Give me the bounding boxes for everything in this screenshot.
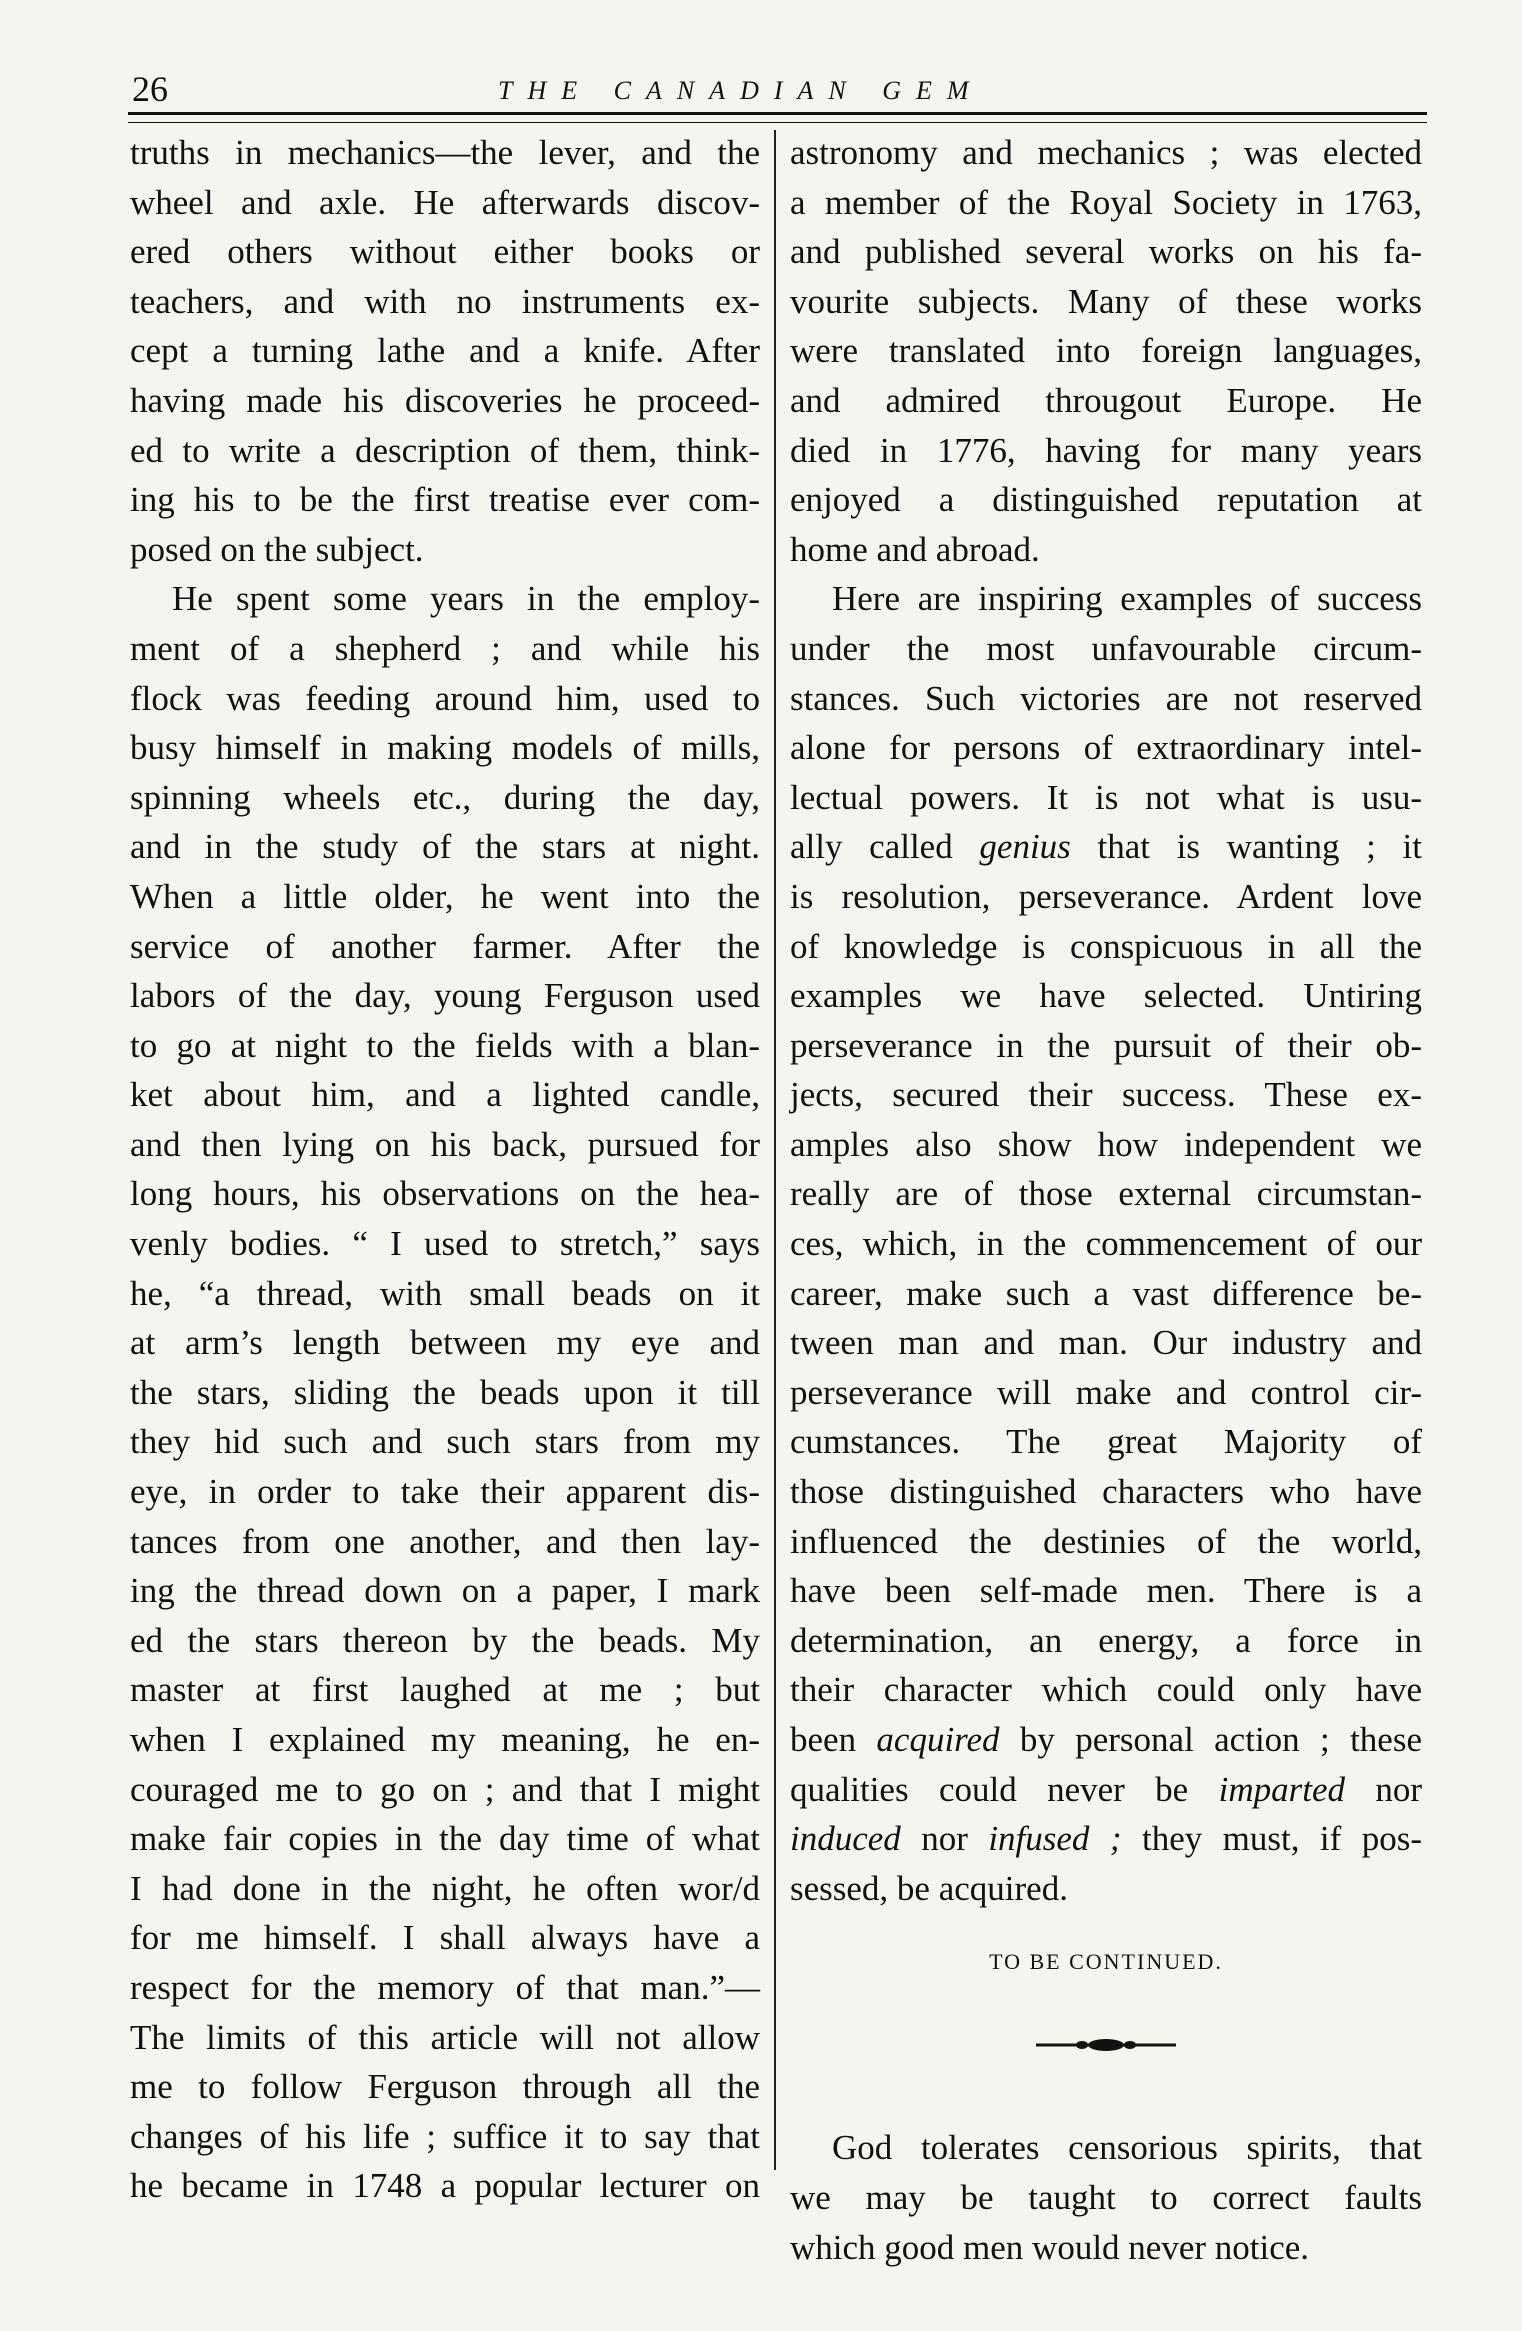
column-divider (774, 130, 776, 2170)
text-line: flock was feeding around him, used to (130, 678, 760, 718)
paragraph-ferguson-discoveries (130, 128, 760, 574)
text-line: service of another farmer. After the (130, 926, 760, 966)
text-fragment: nor (1344, 1769, 1423, 1809)
text-line: sessed, be acquired. (790, 1868, 1068, 1908)
text-line: me to follow Ferguson through all the (130, 2067, 760, 2107)
text-line: alone for persons of extraordinary intel- (790, 728, 1422, 768)
header-rule-thick (128, 112, 1427, 115)
text-line: tween man and man. Our industry and (790, 1323, 1422, 1363)
text-fragment: ally called (790, 827, 980, 867)
emphasis-induced: induced (790, 1819, 901, 1859)
ornament-divider-icon (1036, 2037, 1176, 2053)
text-line: for me himself. I shall always have a (130, 1918, 760, 1958)
text-line: posed on the subject. (130, 529, 424, 569)
text-line: labors of the day, young Ferguson used (130, 976, 760, 1016)
text-fragment: that is wanting ; it (1070, 827, 1422, 867)
text-line: Here are inspiring examples of success (832, 579, 1422, 619)
text-line: cept a turning lathe and a knife. After (130, 331, 760, 371)
text-line: when I explained my meaning, he en- (130, 1720, 760, 1759)
text-line: master at first laughed at me ; but (130, 1670, 760, 1710)
text-line: influenced the destinies of the world, (790, 1521, 1422, 1561)
text-line: and in the study of the stars at night. (130, 827, 760, 867)
text-line: really are of those external circumstan- (790, 1174, 1422, 1214)
text-line: ered others without either books or (130, 232, 760, 272)
running-title: THE CANADIAN GEM (498, 76, 984, 105)
text-line: and then lying on his back, pursued for (130, 1124, 760, 1164)
text-line: having made his discoveries he proceed- (130, 380, 760, 420)
text-line: He spent some years in the employ- (172, 579, 760, 619)
text-line: home and abroad. (790, 529, 1040, 569)
text-line: their character which could only have (790, 1670, 1422, 1710)
text-line: I had done in the night, he often wor/d (130, 1868, 760, 1908)
text-line: long hours, his observations on the hea- (130, 1174, 760, 1214)
text-line: The limits of this article will not allow (130, 2017, 760, 2057)
text-line: examples we have selected. Untiring (790, 976, 1422, 1016)
text-line: determination, an energy, a force in (790, 1620, 1422, 1660)
text-line: were translated into foreign languages, (790, 331, 1422, 371)
text-line: they hid such and such stars from my (130, 1422, 760, 1462)
emphasis-acquired: acquired (876, 1720, 1000, 1759)
right-column (790, 128, 1422, 2272)
paragraph-ferguson-career (790, 128, 1422, 574)
text-line: those distinguished characters who have (790, 1472, 1422, 1512)
text-line: have been self-made men. There is a (790, 1571, 1422, 1611)
text-line: and admired througout Europe. He (790, 380, 1422, 420)
emphasis-infused: infused ; (988, 1819, 1122, 1859)
text-line: couraged me to go on ; and that I might (130, 1769, 760, 1809)
text-line: cumstances. The great Majority of (790, 1422, 1422, 1462)
text-line: ment of a shepherd ; and while his (130, 628, 760, 668)
paragraph-closing-maxim (790, 2123, 1422, 2272)
text-line: he, “a thread, with small beads on it (130, 1273, 760, 1313)
text-line: teachers, and with no instruments ex- (130, 281, 760, 321)
emphasis-genius: genius (979, 827, 1071, 867)
text-line: at arm’s length between my eye and (130, 1323, 760, 1363)
text-line: spinning wheels etc., during the day, (130, 777, 760, 817)
text-line: which good men would never notice. (790, 2227, 1310, 2267)
text-line: God tolerates censorious spirits, that (832, 2128, 1422, 2168)
page-header (128, 62, 1427, 112)
left-column (130, 128, 760, 2211)
text-fragment: qualities could never be (790, 1769, 1219, 1809)
text-line: ing his to be the first treatise ever com- (130, 480, 760, 520)
text-line: ed to write a description of them, think- (130, 430, 760, 470)
text-line: ed the stars thereon by the beads. My (130, 1620, 760, 1660)
text-line: jects, secured their success. These ex- (790, 1075, 1422, 1115)
paragraph-inspiring-examples (790, 574, 1422, 1913)
text-line: enjoyed a distinguished reputation at (790, 480, 1422, 520)
text-line: stances. Such victories are not reserved (790, 678, 1422, 718)
text-line: ing the thread down on a paper, I mark (130, 1571, 760, 1611)
text-line: make fair copies in the day time of what (130, 1819, 760, 1859)
header-rule-thin (128, 122, 1427, 123)
text-fragment: they must, if pos- (1121, 1819, 1423, 1859)
emphasis-imparted: imparted (1218, 1769, 1345, 1809)
to-be-continued: TO BE CONTINUED. (989, 1949, 1223, 1975)
text-line: busy himself in making models of mills, (130, 728, 760, 768)
text-line: a member of the Royal Society in 1763, (790, 182, 1422, 222)
text-line: ket about him, and a lighted candle, (130, 1075, 760, 1115)
text-line: perseverance will make and control cir- (790, 1372, 1422, 1412)
text-line: tances from one another, and then lay- (130, 1521, 760, 1561)
text-line: of knowledge is conspicuous in all the (790, 926, 1422, 966)
paragraph-shepherd (130, 574, 760, 2211)
text-line (790, 1715, 1422, 1765)
text-line: died in 1776, having for many years (790, 430, 1422, 470)
text-line: amples also show how independent we (790, 1124, 1422, 1164)
text-line: lectual powers. It is not what is usu- (790, 777, 1422, 817)
text-line: truths in mechanics—the lever, and the (130, 133, 760, 172)
text-line: under the most unfavourable circum- (790, 628, 1422, 668)
text-line: the stars, sliding the beads upon it till (130, 1372, 760, 1412)
text-line: career, make such a vast difference be- (790, 1273, 1422, 1313)
text-line: astronomy and mechanics ; was elected (790, 133, 1422, 172)
text-line: vourite subjects. Many of these works (790, 281, 1422, 321)
text-line: When a little older, he went into the (130, 876, 760, 916)
text-line (790, 822, 1422, 872)
text-line: venly bodies. “ I used to stretch,” says (130, 1224, 760, 1264)
text-fragment: nor (900, 1819, 989, 1859)
text-line: respect for the memory of that man.”— (130, 1967, 760, 2007)
text-line: he became in 1748 a popular lecturer on (130, 2166, 760, 2206)
text-line: to go at night to the fields with a blan- (130, 1025, 760, 1065)
text-fragment: by personal action ; these (999, 1720, 1422, 1759)
text-line: ces, which, in the commencement of our (790, 1224, 1422, 1264)
text-line: we may be taught to correct faults (790, 2177, 1422, 2217)
text-line (790, 1765, 1422, 1815)
text-line: wheel and axle. He afterwards discov- (130, 182, 760, 222)
text-line (790, 1814, 1422, 1864)
text-fragment: been (790, 1720, 877, 1759)
text-line: is resolution, perseverance. Ardent love (790, 876, 1422, 916)
text-line: changes of his life ; suffice it to say that (130, 2116, 760, 2156)
text-line: perseverance in the pursuit of their ob- (790, 1025, 1422, 1065)
text-line: eye, in order to take their apparent dis- (130, 1472, 760, 1512)
text-line: and published several works on his fa- (790, 232, 1422, 272)
page-number: 26 (132, 69, 168, 109)
